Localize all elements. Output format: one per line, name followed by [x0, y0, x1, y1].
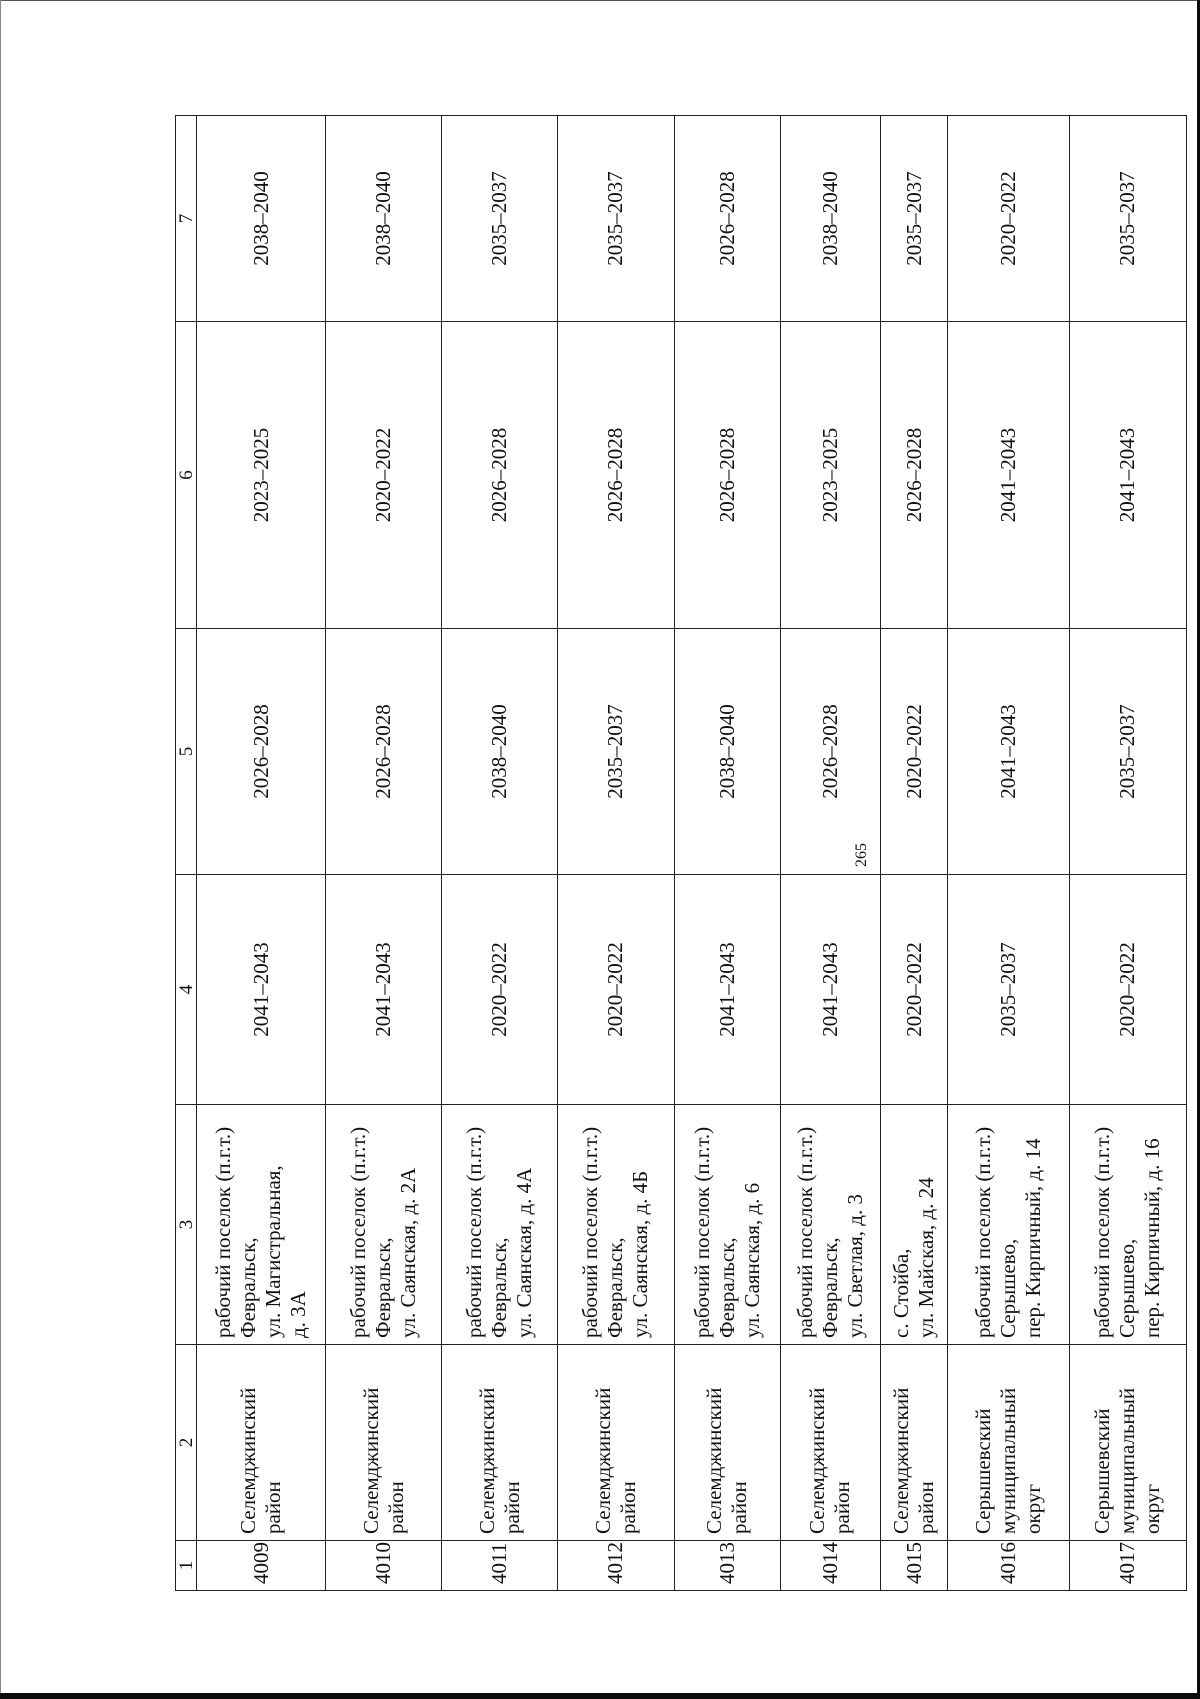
year-cell-col4: 2020–2022	[558, 875, 674, 1105]
address-cell: рабочий поселок (п.г.т.) Февральск, ул. Саянская, д. 2А	[326, 1105, 442, 1345]
year-cell-col6: 2041–2043	[948, 322, 1069, 629]
year-cell-col6: 2023–2025	[197, 322, 326, 629]
year-cell-col5: 2026–2028	[780, 629, 880, 875]
year-cell-col7: 2020–2022	[948, 116, 1069, 322]
year-cell-col7: 2038–2040	[326, 116, 442, 322]
year-cell-col4: 2020–2022	[1069, 875, 1186, 1105]
row-number: 4013	[674, 1541, 780, 1591]
row-number: 4012	[558, 1541, 674, 1591]
row-number: 4015	[880, 1541, 948, 1591]
year-cell-col5: 2035–2037	[1069, 629, 1186, 875]
table-row	[780, 116, 880, 1591]
year-cell-col6: 2026–2028	[674, 322, 780, 629]
row-number: 4016	[948, 1541, 1069, 1591]
year-cell-col6: 2041–2043	[1069, 322, 1186, 629]
year-cell-col5: 2038–2040	[442, 629, 558, 875]
year-cell-col7: 2035–2037	[1069, 116, 1186, 322]
year-cell-col4: 2035–2037	[948, 875, 1069, 1105]
page-border-top	[0, 0, 1200, 1]
data-table	[175, 115, 1187, 1591]
year-cell-col6: 2026–2028	[880, 322, 948, 629]
row-number: 4017	[1069, 1541, 1186, 1591]
address-cell: рабочий поселок (п.г.т.) Февральск, ул. Саянская, д. 6	[674, 1105, 780, 1345]
district-cell: Селемджинский район	[674, 1345, 780, 1541]
year-cell-col6: 2026–2028	[558, 322, 674, 629]
year-cell-col7: 2035–2037	[880, 116, 948, 322]
page-border-left	[0, 0, 1, 1699]
row-number: 4014	[780, 1541, 880, 1591]
year-cell-col7: 2035–2037	[558, 116, 674, 322]
year-cell-col6: 2020–2022	[326, 322, 442, 629]
row-number: 4009	[197, 1541, 326, 1591]
header-cell: 6	[176, 322, 197, 629]
header-cell: 3	[176, 1105, 197, 1345]
table-row	[1069, 116, 1186, 1591]
header-cell: 1	[176, 1541, 197, 1591]
year-cell-col4: 2041–2043	[197, 875, 326, 1105]
year-cell-col5: 2035–2037	[558, 629, 674, 875]
page-border-bottom	[0, 1693, 1200, 1699]
year-cell-col6: 2026–2028	[442, 322, 558, 629]
row-number: 4010	[326, 1541, 442, 1591]
year-cell-col4: 2041–2043	[326, 875, 442, 1105]
year-cell-col5: 2038–2040	[674, 629, 780, 875]
district-cell: Селемджинский район	[326, 1345, 442, 1541]
header-cell: 4	[176, 875, 197, 1105]
year-cell-col5: 2020–2022	[880, 629, 948, 875]
address-cell: с. Стойба, ул. Майская, д. 24	[880, 1105, 948, 1345]
address-cell: рабочий поселок (п.г.т.) Февральск, ул. Светлая, д. 3	[780, 1105, 880, 1345]
district-cell: Селемджинский район	[558, 1345, 674, 1541]
district-cell: Серышевский муниципальный округ	[1069, 1345, 1186, 1541]
address-cell: рабочий поселок (п.г.т.) Февральск, ул. Саянская, д. 4А	[442, 1105, 558, 1345]
header-cell: 2	[176, 1345, 197, 1541]
district-cell: Серышевский муниципальный округ	[948, 1345, 1069, 1541]
year-cell-col4: 2041–2043	[780, 875, 880, 1105]
table-row	[674, 116, 780, 1591]
table-container	[175, 116, 1187, 1591]
district-cell: Селемджинский район	[880, 1345, 948, 1541]
district-cell: Селемджинский район	[197, 1345, 326, 1541]
address-cell: рабочий поселок (п.г.т.) Серышево, пер. Кирпичный, д. 16	[1069, 1105, 1186, 1345]
year-cell-col4: 2041–2043	[674, 875, 780, 1105]
header-cell: 5	[176, 629, 197, 875]
table-row	[948, 116, 1069, 1591]
year-cell-col5: 2041–2043	[948, 629, 1069, 875]
table-row	[442, 116, 558, 1591]
table-row	[197, 116, 326, 1591]
year-cell-col7: 2035–2037	[442, 116, 558, 322]
year-cell-col7: 2026–2028	[674, 116, 780, 322]
district-cell: Селемджинский район	[442, 1345, 558, 1541]
rotated-table-frame	[175, 116, 1187, 1591]
year-cell-col7: 2038–2040	[780, 116, 880, 322]
header-cell: 7	[176, 116, 197, 322]
row-number: 4011	[442, 1541, 558, 1591]
year-cell-col7: 2038–2040	[197, 116, 326, 322]
table-row	[880, 116, 948, 1591]
address-cell: рабочий поселок (п.г.т.) Серышево, пер. Кирпичный, д. 14	[948, 1105, 1069, 1345]
table-row	[326, 116, 442, 1591]
address-cell: рабочий поселок (п.г.т.) Февральск, ул. Саянская, д. 4Б	[558, 1105, 674, 1345]
year-cell-col5: 2026–2028	[326, 629, 442, 875]
table-row	[558, 116, 674, 1591]
year-cell-col4: 2020–2022	[880, 875, 948, 1105]
page-number-text: 265	[853, 843, 870, 867]
district-cell: Селемджинский район	[780, 1345, 880, 1541]
header-row	[176, 116, 197, 1591]
year-cell-col4: 2020–2022	[442, 875, 558, 1105]
address-cell: рабочий поселок (п.г.т.) Февральск, ул. Магистральная, д. 3А	[197, 1105, 326, 1345]
year-cell-col5: 2026–2028	[197, 629, 326, 875]
year-cell-col6: 2023–2025	[780, 322, 880, 629]
